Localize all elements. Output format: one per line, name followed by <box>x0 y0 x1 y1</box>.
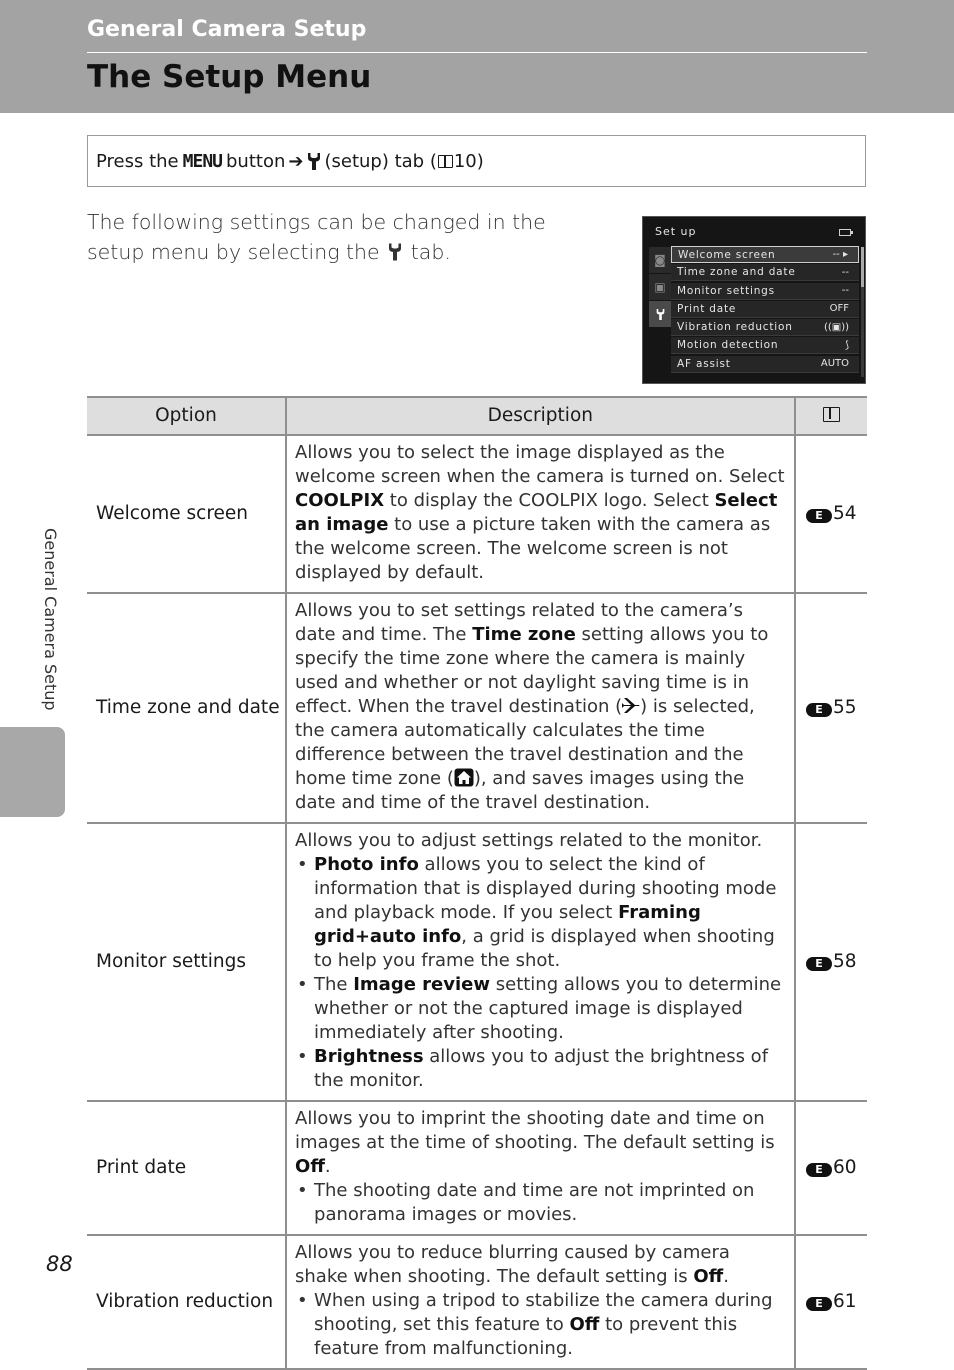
intro-text <box>87 207 597 267</box>
page-title: The Setup Menu <box>87 59 372 95</box>
bullet-item: • The Image review setting allows you to determine whether or not the captured image is displayed immediately after shooting. <box>297 974 782 1043</box>
screen-row-monitor-settings: Monitor settings -- <box>671 283 859 300</box>
book-icon <box>438 155 453 168</box>
airplane-icon <box>622 697 640 714</box>
option-welcome-screen: Welcome screen <box>87 435 286 593</box>
description-cell: Allows you to imprint the shooting date and time on images at the time of shooting. The default setting is Off. • The shooting date and time are not imprinted on panorama images or movies. <box>286 1101 795 1235</box>
screen-side-tabs <box>649 247 671 377</box>
wrench-tab-icon <box>649 301 671 327</box>
e-reference-icon: E <box>806 957 832 971</box>
house-icon <box>454 768 474 787</box>
e-reference-icon: E <box>806 509 832 523</box>
wrench-icon <box>307 152 321 171</box>
reference-cell: E 60 <box>795 1101 867 1235</box>
nav-button-word: button <box>226 150 286 172</box>
option-print-date: Print date <box>87 1101 286 1235</box>
reference-cell: E 54 <box>795 435 867 593</box>
option-monitor-settings: Monitor settings <box>87 823 286 1101</box>
arrow-right-icon: ➔ <box>288 150 304 172</box>
table-row <box>87 593 867 823</box>
camera-setup-screen <box>642 216 866 384</box>
screen-scrollbar <box>861 247 864 377</box>
page-number: 88 <box>46 1252 73 1276</box>
option-vibration-reduction: Vibration reduction <box>87 1235 286 1369</box>
table-row <box>87 823 867 1101</box>
table-header-row <box>87 397 867 435</box>
section-title: General Camera Setup <box>87 17 367 42</box>
intro-part2: tab. <box>410 240 451 264</box>
reference-cell: E 58 <box>795 823 867 1101</box>
screen-row-motion-detection: Motion detection ⟆ <box>671 337 859 354</box>
reference-cell: E 55 <box>795 593 867 823</box>
wrench-icon <box>388 242 402 262</box>
book-icon <box>823 407 840 422</box>
e-reference-icon: E <box>806 1163 832 1177</box>
battery-icon <box>839 229 851 236</box>
table-row <box>87 1235 867 1369</box>
bullet-item: • Photo info allows you to select the kind of information that is displayed during shooting mode and playback mode. If you select Framing grid+auto info, a grid is displayed when shooting to help you frame the shot. <box>297 854 777 971</box>
screen-title: Set up <box>655 225 697 238</box>
menu-button-label: MENU <box>182 150 222 172</box>
nav-press-the: Press the <box>96 150 179 172</box>
e-reference-icon: E <box>806 703 832 717</box>
nav-setup-tab: (setup) tab ( <box>324 150 437 172</box>
screen-row-time-zone: Time zone and date -- <box>671 264 859 281</box>
screen-row-af-assist: AF assist AUTO <box>671 356 859 373</box>
reference-cell: E 61 <box>795 1235 867 1369</box>
bullet-item: • When using a tripod to stabilize the camera during shooting, set this feature to Off to prevent this feature from malfunctioning. <box>297 1290 773 1359</box>
description-cell: Allows you to set settings related to the camera’s date and time. The Time zone setting allows you to specify the time zone where the camera is mainly used and whether or not daylight saving time is in effect. When the travel destination ( ) is selected, the camera automatically calculates the time difference between the travel destination and the home time zone ( ), and saves images using the date and time of the travel destination. <box>286 593 795 823</box>
screen-row-welcome-screen: Welcome screen -- ▸ <box>671 246 859 263</box>
bullet-item: • Brightness allows you to adjust the brightness of the monitor. <box>297 1046 769 1091</box>
description-cell: Allows you to adjust settings related to the monitor. • Photo info allows you to select the kind of information that is displayed during shooting mode and playback mode. If you select Framing grid+auto info, a grid is displayed when shooting to help you frame the shot. • The Image review setting allows you to determine whether or not the captured image is displayed immediately after shooting. • Brightness allows you to adjust the brightness of the monitor. <box>286 823 795 1101</box>
header-rule <box>87 52 867 53</box>
screen-menu-rows <box>671 246 859 374</box>
option-time-zone-and-date: Time zone and date <box>87 593 286 823</box>
header-description: Description <box>286 397 795 435</box>
nav-ref-page: 10) <box>453 150 484 172</box>
header-reference <box>795 397 867 435</box>
header-option: Option <box>87 397 286 435</box>
side-section-label: General Camera Setup <box>41 528 60 711</box>
movie-tab-icon: ▣ <box>649 274 671 300</box>
navigation-path-box <box>87 135 866 187</box>
description-cell: Allows you to reduce blurring caused by camera shake when shooting. The default setting is Off. • When using a tripod to stabilize the camera during shooting, set this feature to Off to prevent this feature from malfunctioning. <box>286 1235 795 1369</box>
intro-part1: The following settings can be changed in the setup menu by selecting the <box>87 210 546 264</box>
screen-row-vibration-reduction: Vibration reduction ((▣)) <box>671 319 859 336</box>
side-tab-marker <box>0 727 65 817</box>
e-reference-icon: E <box>806 1297 832 1311</box>
setup-options-table <box>87 396 867 1370</box>
bullet-item: • The shooting date and time are not imprinted on panorama images or movies. <box>297 1180 755 1225</box>
table-row <box>87 1101 867 1235</box>
description-cell: Allows you to select the image displayed as the welcome screen when the camera is turned on. Select COOLPIX to display the COOLPIX logo. Select Select an image to use a picture taken with the camera as the welcome screen. The welcome screen is not displayed by default. <box>286 435 795 593</box>
camera-tab-icon: ◙ <box>649 247 671 273</box>
screen-row-print-date: Print date OFF <box>671 301 859 318</box>
table-row <box>87 435 867 593</box>
